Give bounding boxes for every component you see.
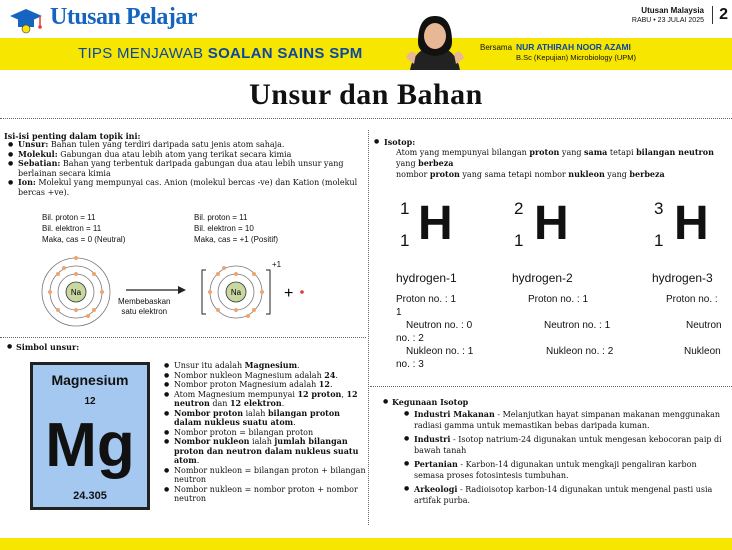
isotope-neutron: Neutron [686,320,722,331]
isotope-neutron: Neutron no. : 1 [544,320,611,331]
author-credential: B.Sc (Kepujian) Microbiology (UPM) [516,53,637,62]
definition-item: ● Ion: Molekul yang mempunyai cas. Anion (molekul bercas -ve) dan Kation (molekul bercas +ve). [4,178,364,197]
neutral-atom-caption: Bil. proton = 11 Bil. elektron = 11 Maka, cas = 0 (Neutral) [42,213,126,244]
isotope-nucleon: Nukleon no. : 1 [406,346,474,357]
mortarboard-logo-icon [6,6,46,34]
article-headline: Unsur dan Bahan [249,78,483,111]
element-name: Magnesium [51,372,129,388]
svg-text:+: + [284,285,294,302]
footer-bar [0,538,732,550]
isotope-heading: ● Isotop: [384,137,415,147]
isotope-atomic-number: 1 [654,231,664,250]
isotope-nucleon: Nukleon no. : 2 [546,346,614,357]
definition-item: ● Unsur: Bahan tulen yang terdiri daripada satu jenis atom sahaja. [4,140,364,150]
issue-date: RABU • 23 JULAI 2025 [631,17,704,24]
use-item: ● Industri - Isotop natrium-24 digunakan untuk mengesan kebocoran paip di bawah tanah [402,434,728,456]
column-divider [368,130,369,525]
element-atomic-number: 12 [84,396,96,407]
element-symbol: Mg [45,411,135,480]
svg-text:Na: Na [230,288,242,297]
page-number: 2 [712,6,728,24]
fact-item: ● Nombor nukleon ialah jumlah bilangan proton dan neutron dalam nukleus suatu atom. [162,437,366,466]
definition-item: ● Sebatian: Bahan yang terbentuk daripada gabungan dua atau lebih unsur yang berlainan secara kimia [4,159,364,178]
isotope-nucleon: Nukleon [684,346,721,357]
divider [0,337,366,338]
fact-item: ● Nombor nukleon = nombor proton + nombor neutron [162,485,366,504]
use-item: ● Arkeologi - Radioisotop karbon-14 digunakan untuk mengenal pasti usia artifak purba. [402,484,728,506]
presenter-portrait-icon [400,8,470,70]
isotope-mass-number: 3 [654,199,664,218]
fact-item: ● Nombor proton ialah bilangan proton dalam nukleus suatu atom. [162,409,366,428]
divider [0,118,732,119]
isotope-atomic-number: 1 [400,231,410,250]
isotope-name: hydrogen-1 [396,271,457,285]
sodium-ionisation-diagram [30,254,350,334]
ion-caption: Bil. proton = 11 Bil. elektron = 10 Maka, cas = +1 (Positif) [194,213,279,244]
isotope-proton: Proton no. : 1 [528,294,589,305]
fact-item: ● Nombor nukleon = bilangan proton + bilangan neutron [162,466,366,485]
isotope-uses-list [402,409,728,509]
isotope-proton-wrap: 1 [396,307,402,318]
ion-charge-label: +1 [272,260,282,269]
isotope-symbol: H [534,197,569,250]
banner-title-bold: SOALAN SAINS SPM [207,45,363,62]
divider [370,386,732,387]
isotope-nucleon-wrap: no. : 3 [396,359,424,370]
isotope-neutron-wrap: no. : 2 [396,333,424,344]
isotope-symbol: H [674,197,709,250]
fact-item: ● Nombor proton Magnesium adalah 12. [162,380,366,390]
magnesium-facts [162,361,366,504]
author-name: NUR ATHIRAH NOOR AZAMI [516,42,631,52]
fact-item: ● Unsur itu adalah Magnesium. [162,361,366,371]
paper-name: Utusan Malaysia [641,6,704,15]
isotope-name: hydrogen-3 [652,271,713,285]
isotope-symbol: H [418,197,453,250]
isotope-name: hydrogen-2 [512,271,573,285]
fact-item: ● Nombor proton = bilangan proton [162,428,366,438]
isotope-definition: Atom yang mempunyai bilangan proton yang sama tetapi bilangan neutron yang berbeza nombor proton yang sama tetapi nombor nukleon yang berbeza [396,147,714,179]
fact-item: ● Nombor nukleon Magnesium adalah 24. [162,371,366,381]
release-electron-label: Membebaskan satu elektron [118,297,171,316]
use-item: ● Industri Makanan - Melanjutkan hayat simpanan makanan menggunakan radiasi gamma untuk memastikan bebas daripada kuman. [402,409,728,431]
definition-item: ● Molekul: Gabungan dua atau lebih atom yang terikat secara kimia [4,150,364,160]
isotope-proton: Proton no. : [666,294,718,305]
isotope-uses-heading: ● Kegunaan Isotop [392,397,468,407]
masthead-logo: Utusan Pelajar [50,4,197,30]
svg-text:Na: Na [70,288,82,297]
use-item: ● Pertanian - Karbon-14 digunakan untuk mengkaji pengaliran karbon semasa proses fotosintesis tumbuhan. [402,459,728,481]
symbol-heading: ● Simbol unsur: [4,342,79,352]
banner-title: TIPS MENJAWAB SOALAN SAINS SPM [78,45,363,62]
isotope-mass-number: 1 [400,199,410,218]
isotope-atomic-number: 1 [514,231,524,250]
isotope-mass-number: 2 [514,199,524,218]
isotope-neutron: Neutron no. : 0 [406,320,473,331]
author-prefix: Bersama [480,43,513,52]
intro-text: Isi-isi penting dalam topik ini: [4,131,141,141]
fact-item: ● Atom Magnesium mempunyai 12 proton, 12 neutron dan 12 elektron. [162,390,366,409]
isotope-proton: Proton no. : 1 [396,294,457,305]
element-mass: 24.305 [73,490,107,502]
definition-list [4,140,364,197]
